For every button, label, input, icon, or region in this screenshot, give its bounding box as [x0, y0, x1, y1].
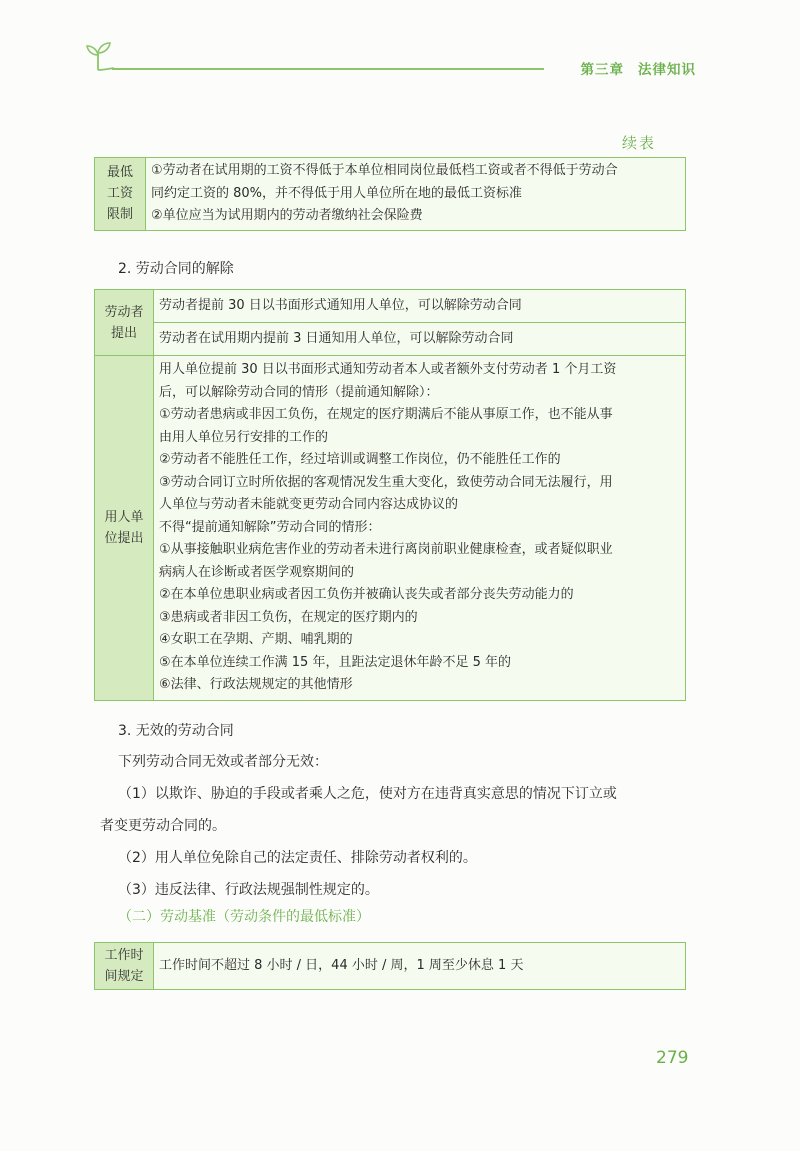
table-row [95, 943, 686, 990]
chapter-number: 第三章 [580, 62, 624, 78]
row-label: 用人单 位提出 [95, 356, 154, 701]
table-row [95, 356, 686, 701]
paragraph: （3）违反法律、行政法规强制性规定的。 [118, 882, 379, 898]
row-label: 最低 工资 限制 [95, 158, 146, 231]
termination-table [94, 289, 686, 701]
row-content: 劳动者在试用期内提前 3 日通知用人单位，可以解除劳动合同 [154, 323, 686, 356]
row-content: 劳动者提前 30 日以书面形式通知用人单位，可以解除劳动合同 [154, 290, 686, 323]
section-heading: 2. 劳动合同的解除 [118, 261, 234, 277]
table-row [95, 158, 686, 231]
min-wage-table [94, 157, 686, 231]
section-heading: 3. 无效的劳动合同 [118, 723, 234, 739]
sprout-icon [84, 40, 114, 72]
row-label: 工作时 间规定 [95, 943, 154, 990]
paragraph: （1）以欺诈、胁迫的手段或者乘人之危，使对方在违背真实意思的情况下订立或 [118, 786, 617, 802]
chapter-heading [581, 58, 697, 78]
paragraph-continuation: 者变更劳动合同的。 [100, 818, 226, 834]
row-content: 工作时间不超过 8 小时 / 日，44 小时 / 周，1 周至少休息 1 天 [154, 943, 686, 990]
paragraph: 下列劳动合同无效或者部分无效： [118, 754, 328, 770]
table-row [95, 323, 686, 356]
page-header [0, 0, 800, 90]
paragraph: （2）用人单位免除自己的法定责任、排除劳动者权利的。 [118, 850, 477, 866]
subsection-heading: （二）劳动基准（劳动条件的最低标准） [118, 909, 370, 925]
table-continued-label: 续表 [621, 134, 656, 152]
row-content: ①劳动者在试用期的工资不得低于本单位相同岗位最低档工资或者不得低于劳动合 同约定工资的 80%，并不得低于用人单位所在地的最低工资标准 ②单位应当为试用期内的劳动者缴纳社会保险费 [146, 158, 686, 231]
header-rule [112, 68, 544, 70]
page-number: 279 [656, 1048, 689, 1068]
table-row [95, 290, 686, 323]
working-hours-table [94, 942, 686, 990]
body-paragraphs [100, 746, 690, 906]
row-label: 劳动者 提出 [95, 290, 154, 356]
row-content: 用人单位提前 30 日以书面形式通知劳动者本人或者额外支付劳动者 1 个月工资 后，可以解除劳动合同的情形（提前通知解除）： ①劳动者患病或非因工负伤，在规定的医疗期满后不能从事原工作，也不能从事 由用人单位另行安排的工作的 ②劳动者不能胜任工作，经过培训或调整工作岗位，仍不能胜任工作的 ③劳动合同订立时所依据的客观情况发生重大变化，致使劳动合同无法履行，用 人单位与劳动者未能就变更劳动合同内容达成协议的 不得“提前通知解除”劳动合同的情形： ①从事接触职业病危害作业的劳动者未进行离岗前职业健康检查，或者疑似职业 病病人在诊断或者医学观察期间的 ②在本单位患职业病或者因工负伤并被确认丧失或者部分丧失劳动能力的 ③患病或者非因工负伤，在规定的医疗期内的 ④女职工在孕期、产期、哺乳期的 ⑤在本单位连续工作满 15 年，且距法定退休年龄不足 5 年的 ⑥法律、行政法规规定的其他情形 [154, 356, 686, 701]
chapter-title: 法律知识 [638, 62, 696, 78]
